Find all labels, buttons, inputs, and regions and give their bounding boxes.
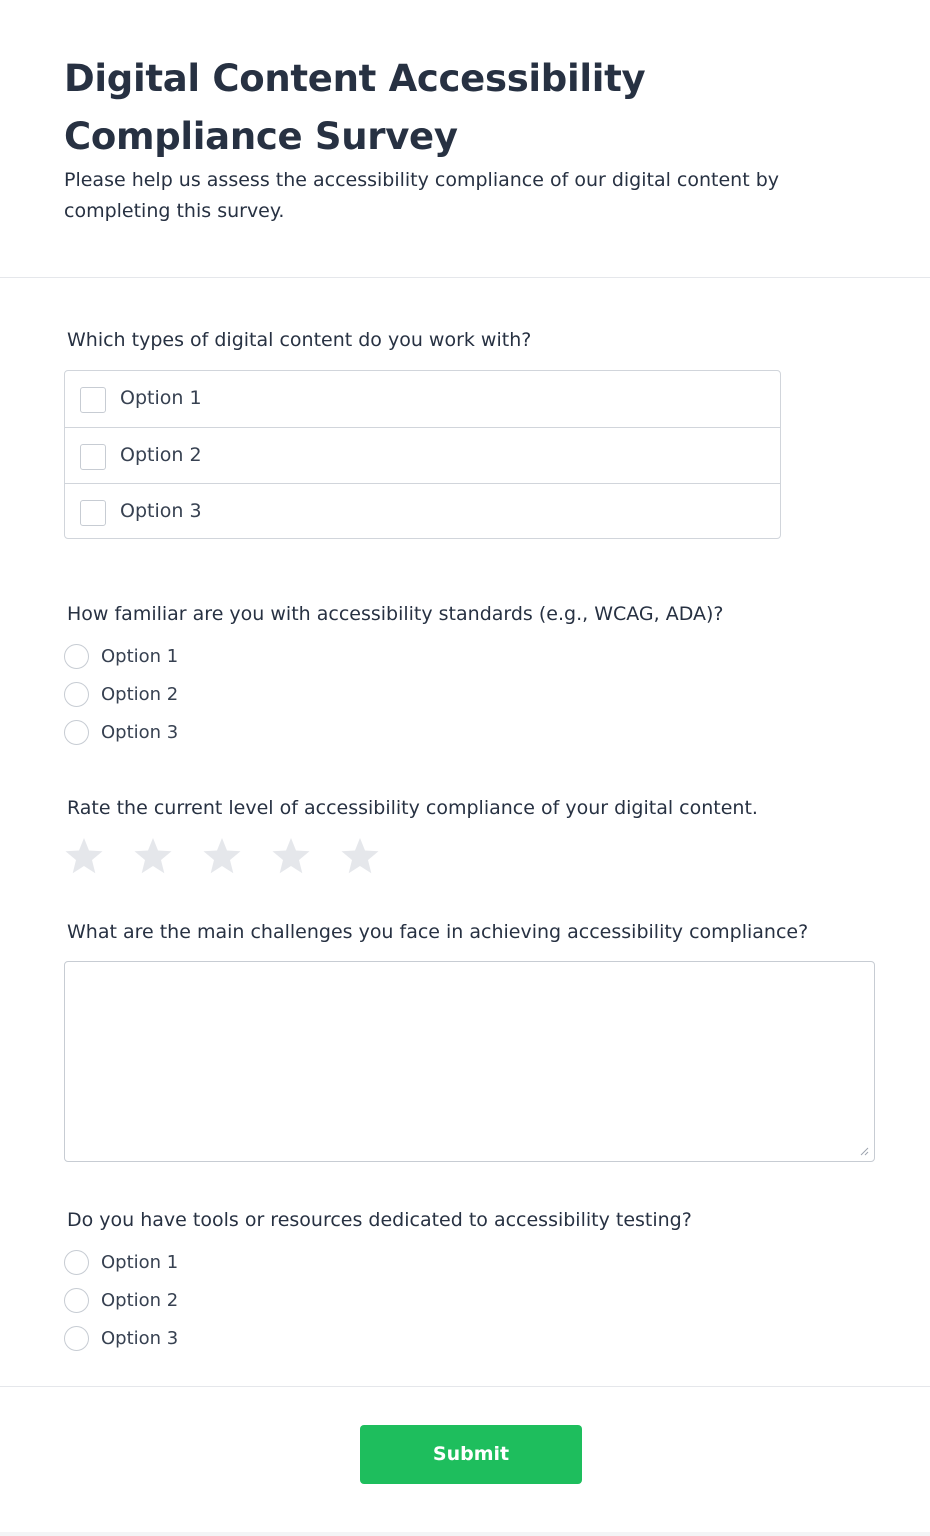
radio-label: Option 2 (101, 684, 179, 705)
checkbox-option-1[interactable] (65, 371, 780, 427)
question-compliance-rating: Rate the current level of accessibility compliance of your digital content. (67, 797, 758, 819)
radio-option-1[interactable] (64, 1249, 364, 1277)
radio-button[interactable] (64, 1326, 89, 1351)
star-icon[interactable] (271, 836, 311, 876)
star-rating (64, 836, 404, 878)
checkbox-option-3[interactable] (65, 483, 780, 539)
radio-label: Option 1 (101, 1252, 179, 1273)
radio-button[interactable] (64, 644, 89, 669)
star-icon[interactable] (133, 836, 173, 876)
checkbox-label: Option 3 (120, 500, 202, 522)
bottom-strip (0, 1532, 930, 1536)
radio-button[interactable] (64, 682, 89, 707)
star-icon[interactable] (202, 836, 242, 876)
radio-option-1[interactable] (64, 643, 364, 671)
footer-divider (0, 1386, 930, 1387)
question-familiarity: How familiar are you with accessibility standards (e.g., WCAG, ADA)? (67, 603, 724, 625)
content-types-checkbox-group (64, 370, 781, 539)
question-testing-tools: Do you have tools or resources dedicated to accessibility testing? (67, 1209, 692, 1231)
survey-header (0, 0, 930, 278)
checkbox-option-2[interactable] (65, 427, 780, 483)
star-icon[interactable] (340, 836, 380, 876)
radio-button[interactable] (64, 1288, 89, 1313)
radio-option-3[interactable] (64, 1325, 364, 1353)
radio-button[interactable] (64, 1250, 89, 1275)
page-title: Digital Content Accessibility Compliance Survey (64, 57, 646, 158)
submit-button[interactable]: Submit (360, 1425, 582, 1484)
radio-button[interactable] (64, 720, 89, 745)
checkbox[interactable] (80, 387, 106, 413)
radio-label: Option 3 (101, 722, 179, 743)
page-description: Please help us assess the accessibility compliance of our digital content by completing this survey. (64, 169, 780, 222)
radio-label: Option 2 (101, 1290, 179, 1311)
checkbox[interactable] (80, 444, 106, 470)
challenges-textarea[interactable] (64, 961, 875, 1162)
radio-option-2[interactable] (64, 1287, 364, 1315)
radio-label: Option 1 (101, 646, 179, 667)
radio-option-3[interactable] (64, 719, 364, 747)
star-icon[interactable] (64, 836, 104, 876)
question-content-types: Which types of digital content do you work with? (67, 329, 532, 351)
radio-option-2[interactable] (64, 681, 364, 709)
checkbox-label: Option 1 (120, 387, 202, 409)
radio-label: Option 3 (101, 1328, 179, 1349)
resize-handle-icon[interactable] (859, 1146, 869, 1156)
question-challenges: What are the main challenges you face in achieving accessibility compliance? (67, 921, 809, 943)
checkbox-label: Option 2 (120, 444, 202, 466)
checkbox[interactable] (80, 500, 106, 526)
